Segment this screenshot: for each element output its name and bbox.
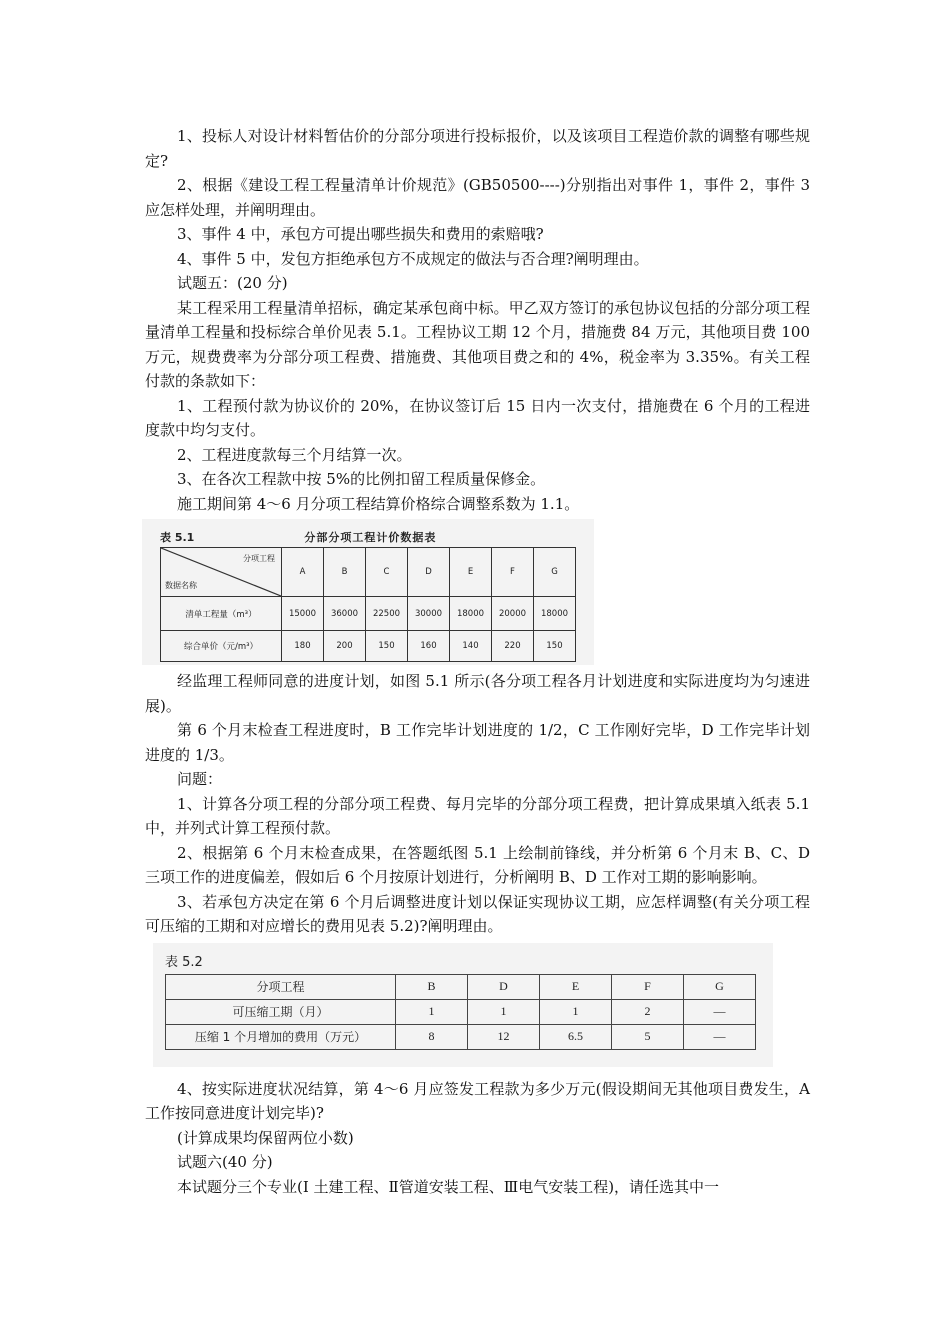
paragraph: 经监理工程师同意的进度计划，如图 5.1 所示(各分项工程各月计划进度和实际进度均为匀速进展)。 xyxy=(145,672,810,715)
column-header: E xyxy=(450,548,492,597)
table-cell: 30000 xyxy=(408,597,450,631)
paragraph: 4、事件 5 中，发包方拒绝承包方不成规定的做法与否合理?阐明理由。 xyxy=(177,249,649,268)
column-header: B xyxy=(324,548,366,597)
column-header: F xyxy=(612,974,684,999)
row-label: 可压缩工期（月） xyxy=(166,999,396,1024)
paragraph: 第 6 个月末检查工程进度时，B 工作完毕计划进度的 1/2，C 工作刚好完毕，D 工作完毕计划进度的 1/3。 xyxy=(145,721,810,764)
table-cell: 18000 xyxy=(534,597,576,631)
column-header: G xyxy=(684,974,756,999)
paragraph: 3、若承包方决定在第 6 个月后调整进度计划以保证实现协议工期，应怎样调整(有关分项工程可压缩的工期和对应增长的费用见表 5.2)?阐明理由。 xyxy=(145,892,810,935)
section-heading: 试题六(40 分) xyxy=(177,1153,273,1171)
paragraph: 本试题分三个专业(Ⅰ 土建工程、Ⅱ管道安装工程、Ⅲ电气安装工程)，请任选其中一 xyxy=(177,1177,720,1196)
table-caption: 表 5.2 xyxy=(165,954,203,970)
table-cell: 5 xyxy=(612,1024,684,1049)
table-row xyxy=(161,597,576,631)
table-cell: — xyxy=(684,999,756,1024)
table-cell: 180 xyxy=(282,631,324,662)
table-caption: 表 5.1 xyxy=(160,531,195,544)
paragraph: 2、根据《建设工程工程量清单计价规范》(GB50500----)分别指出对事件 1，事件 2，事件 3 应怎样处理，并阐明理由。 xyxy=(145,176,810,219)
table-cell: 8 xyxy=(396,1024,468,1049)
table-5-2 xyxy=(165,974,756,1050)
table-cell: 6.5 xyxy=(540,1024,612,1049)
table-5-2-image xyxy=(153,943,773,1067)
paragraph: (计算成果均保留两位小数) xyxy=(177,1128,354,1147)
column-header: C xyxy=(366,548,408,597)
column-header: B xyxy=(396,974,468,999)
table-cell: 160 xyxy=(408,631,450,662)
paragraph: 3、事件 4 中，承包方可提出哪些损失和费用的索赔哦? xyxy=(177,225,544,243)
table-row xyxy=(161,631,576,662)
table-cell: 150 xyxy=(534,631,576,662)
table-row xyxy=(166,999,756,1024)
table-cell: — xyxy=(684,1024,756,1049)
column-header: A xyxy=(282,548,324,597)
header-bottom-left: 数据名称 xyxy=(165,581,197,590)
row-label: 压缩 1 个月增加的费用（万元） xyxy=(166,1024,396,1049)
table-cell: 36000 xyxy=(324,597,366,631)
paragraph: 1、工程预付款为协议价的 20%，在协议签订后 15 日内一次支付，措施费在 6 个月的工程进度款中均匀支付。 xyxy=(145,396,810,439)
column-header: G xyxy=(534,548,576,597)
row-label: 综合单价（元/m³） xyxy=(161,631,282,662)
column-header: E xyxy=(540,974,612,999)
table-cell: 200 xyxy=(324,631,366,662)
paragraph: 2、根据第 6 个月末检查成果，在答题纸图 5.1 上绘制前锋线，并分析第 6 个月末 B、C、D 三项工作的进度偏差，假如后 6 个月按原计划进行，分析阐明 B、D 工作对工期的影响影响。 xyxy=(145,843,810,886)
paragraph: 施工期间第 4～6 月分项工程结算价格综合调整系数为 1.1。 xyxy=(177,494,580,513)
diagonal-header-cell xyxy=(161,548,282,597)
table-row xyxy=(166,974,756,999)
section-heading: 试题五：(20 分) xyxy=(177,274,288,292)
column-header: D xyxy=(468,974,540,999)
table-cell: 2 xyxy=(612,999,684,1024)
table-cell: 12 xyxy=(468,1024,540,1049)
paragraph: 问题： xyxy=(177,770,223,788)
row-label: 分项工程 xyxy=(166,974,396,999)
table-cell: 18000 xyxy=(450,597,492,631)
table-cell: 150 xyxy=(366,631,408,662)
paragraph: 4、按实际进度状况结算，第 4～6 月应签发工程款为多少万元(假设期间无其他项目费发生，A 工作按同意进度计划完毕)? xyxy=(145,1079,810,1122)
column-header: F xyxy=(492,548,534,597)
table-cell: 1 xyxy=(468,999,540,1024)
table-cell: 20000 xyxy=(492,597,534,631)
row-label: 清单工程量（m³） xyxy=(161,597,282,631)
table-row xyxy=(166,1024,756,1049)
table-5-1 xyxy=(160,547,576,662)
document-page xyxy=(145,124,810,1199)
table-cell: 1 xyxy=(540,999,612,1024)
table-cell: 220 xyxy=(492,631,534,662)
header-top-right: 分项工程 xyxy=(243,554,275,563)
table-cell: 1 xyxy=(396,999,468,1024)
paragraph: 1、投标人对设计材料暂估价的分部分项进行投标报价，以及该项目工程造价款的调整有哪些规定? xyxy=(145,127,810,170)
paragraph: 1、计算各分项工程的分部分项工程费、每月完毕的分部分项工程费，把计算成果填入纸表 5.1 中，并列式计算工程预付款。 xyxy=(145,794,810,837)
table-5-1-image xyxy=(142,519,594,665)
paragraph: 3、在各次工程款中按 5%的比例扣留工程质量保修金。 xyxy=(177,470,546,488)
table-cell: 22500 xyxy=(366,597,408,631)
table-cell: 15000 xyxy=(282,597,324,631)
paragraph: 某工程采用工程量清单招标，确定某承包商中标。甲乙双方签订的承包协议包括的分部分项工程量清单工程量和投标综合单价见表 5.1。工程协议工期 12 个月，措施费 84 万元，其他项目费 100 万元，规费费率为分部分项工程费、措施费、其他项目费之和的 4%，税金率为 3.35%。有关工程付款的条款如下： xyxy=(145,298,810,390)
table-cell: 140 xyxy=(450,631,492,662)
table-title: 分部分项工程计价数据表 xyxy=(304,531,437,544)
paragraph: 2、工程进度款每三个月结算一次。 xyxy=(177,445,412,464)
column-header: D xyxy=(408,548,450,597)
